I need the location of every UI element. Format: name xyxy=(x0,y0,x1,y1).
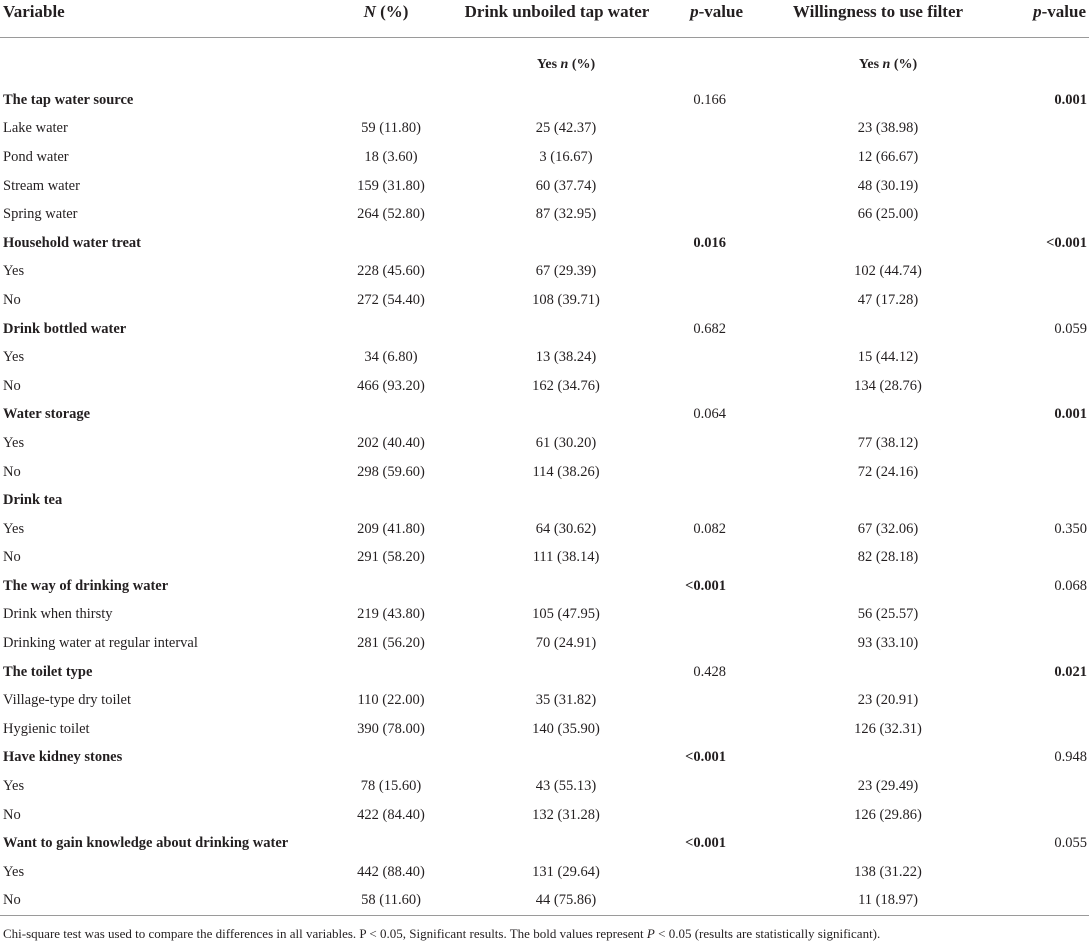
table-row xyxy=(0,887,1089,916)
p-value-drink-cell xyxy=(660,486,746,515)
group-label: The way of drinking water xyxy=(3,577,169,594)
p-value-drink-cell xyxy=(660,601,746,630)
willingness-cell: 134 (28.76) xyxy=(854,377,922,394)
p-value-filter-cell: 0.001 xyxy=(1054,91,1087,108)
p-value-filter-cell xyxy=(1010,172,1089,201)
row-label: No xyxy=(3,549,21,566)
p-value-filter-cell xyxy=(1010,601,1089,630)
p-value-drink-cell: 0.064 xyxy=(693,406,726,423)
willingness-cell: 138 (31.22) xyxy=(854,863,922,880)
drink-unboiled-cell: 64 (30.62) xyxy=(535,520,597,537)
row-label: Yes xyxy=(3,863,25,880)
table-row xyxy=(0,258,1089,287)
row-label: Hygienic toilet xyxy=(3,720,90,737)
table-row xyxy=(0,286,1089,315)
subheader-will-yes: Yes n (%) xyxy=(858,57,918,73)
willingness-cell: 12 (66.67) xyxy=(857,148,919,165)
p-value-filter-cell xyxy=(1010,458,1089,487)
n-percent-cell: 209 (41.80) xyxy=(357,520,425,537)
n-percent-cell: 219 (43.80) xyxy=(357,606,425,623)
p-value-filter-cell: 0.055 xyxy=(1054,835,1087,852)
n-percent-cell: 281 (56.20) xyxy=(357,635,425,652)
p-value-drink-cell xyxy=(660,801,746,830)
p-value-filter-cell xyxy=(1010,544,1089,573)
n-percent-cell xyxy=(318,829,454,858)
drink-unboiled-cell: 60 (37.74) xyxy=(535,177,597,194)
drink-unboiled-cell: 13 (38.24) xyxy=(535,349,597,366)
drink-unboiled-cell: 162 (34.76) xyxy=(532,377,600,394)
drink-unboiled-cell: 111 (38.14) xyxy=(532,549,600,566)
p-value-drink-cell xyxy=(660,343,746,372)
table-row xyxy=(0,801,1089,830)
group-label: Want to gain knowledge about drinking water xyxy=(3,835,289,852)
n-percent-cell: 466 (93.20) xyxy=(357,377,425,394)
table-footnote: Chi-square test was used to compare the differences in all variables. P < 0.05, Significant results. The bold values represent P < 0.05 (results are statistically significant). xyxy=(3,926,881,941)
p-value-filter-cell: <0.001 xyxy=(1046,234,1087,251)
drink-unboiled-cell: 35 (31.82) xyxy=(535,692,597,709)
willingness-cell: 48 (30.19) xyxy=(857,177,919,194)
willingness-cell: 11 (18.97) xyxy=(746,887,1010,916)
n-percent-cell xyxy=(318,572,454,601)
table-row xyxy=(0,343,1089,372)
n-percent-cell: 228 (45.60) xyxy=(357,263,425,280)
group-row xyxy=(0,229,1089,258)
willingness-cell xyxy=(746,86,1010,115)
willingness-cell: 72 (24.16) xyxy=(857,463,919,480)
willingness-cell: 23 (20.91) xyxy=(857,692,919,709)
p-value-filter-cell xyxy=(1010,372,1089,401)
n-percent-cell: 110 (22.00) xyxy=(357,692,425,709)
group-row xyxy=(0,572,1089,601)
group-row xyxy=(0,486,1089,515)
n-percent-cell: 18 (3.60) xyxy=(364,148,418,165)
p-value-drink-cell xyxy=(660,429,746,458)
willingness-cell xyxy=(746,744,1010,773)
drink-unboiled-cell: 44 (75.86) xyxy=(454,887,660,916)
p-value-drink-cell xyxy=(660,715,746,744)
table-row xyxy=(0,629,1089,658)
table-row xyxy=(0,429,1089,458)
n-percent-cell xyxy=(318,86,454,115)
p-value-filter-cell xyxy=(1010,629,1089,658)
p-value-drink-cell xyxy=(660,200,746,229)
drink-unboiled-cell xyxy=(454,401,660,430)
p-value-filter-cell xyxy=(1010,715,1089,744)
group-row xyxy=(0,86,1089,115)
drink-unboiled-cell: 105 (47.95) xyxy=(532,606,600,623)
n-percent-cell: 422 (84.40) xyxy=(357,806,425,823)
row-label: No xyxy=(3,291,21,308)
header-n: N (%) xyxy=(318,0,454,37)
p-value-filter-cell xyxy=(1010,686,1089,715)
subheader-row xyxy=(0,37,1089,86)
row-label: Yes xyxy=(3,520,25,537)
group-label: The tap water source xyxy=(3,91,134,108)
willingness-cell xyxy=(746,401,1010,430)
table-row xyxy=(0,458,1089,487)
header-p-value-2: p-value xyxy=(1010,0,1089,37)
p-value-drink-cell: 0.428 xyxy=(693,663,726,680)
willingness-cell: 66 (25.00) xyxy=(857,206,919,223)
table-row xyxy=(0,544,1089,573)
group-label: Household water treat xyxy=(3,234,142,251)
p-value-drink-cell xyxy=(660,544,746,573)
willingness-cell xyxy=(746,572,1010,601)
row-label: Yes xyxy=(3,263,25,280)
willingness-cell: 102 (44.74) xyxy=(854,263,922,280)
p-value-drink-cell xyxy=(660,629,746,658)
table-row xyxy=(0,172,1089,201)
group-row xyxy=(0,401,1089,430)
header-p-value-1: p-value xyxy=(660,0,746,37)
row-label: No xyxy=(3,806,21,823)
table-row xyxy=(0,858,1089,887)
willingness-cell: 126 (32.31) xyxy=(854,720,922,737)
p-value-filter-cell xyxy=(1010,143,1089,172)
p-value-filter-cell xyxy=(1010,258,1089,287)
p-value-drink-cell xyxy=(660,286,746,315)
subheader-drink-yes: Yes n (%) xyxy=(536,57,596,73)
p-value-filter-cell xyxy=(1010,486,1089,515)
p-value-filter-cell: 0.350 xyxy=(1054,520,1087,537)
p-value-drink-cell xyxy=(660,115,746,144)
p-value-drink-cell xyxy=(660,458,746,487)
n-percent-cell xyxy=(318,315,454,344)
group-label: Water storage xyxy=(3,406,91,423)
row-label: No xyxy=(3,463,21,480)
p-value-filter-cell xyxy=(1010,887,1089,916)
table-row xyxy=(0,200,1089,229)
table-row xyxy=(0,115,1089,144)
group-row xyxy=(0,829,1089,858)
drink-unboiled-cell: 140 (35.90) xyxy=(532,720,600,737)
group-label: Drink bottled water xyxy=(3,320,127,337)
p-value-drink-cell xyxy=(660,143,746,172)
p-value-drink-cell xyxy=(660,858,746,887)
willingness-cell xyxy=(746,829,1010,858)
row-label: No xyxy=(0,887,318,916)
willingness-cell: 23 (38.98) xyxy=(857,120,919,137)
row-label: Yes xyxy=(3,778,25,795)
willingness-cell xyxy=(746,315,1010,344)
drink-unboiled-cell xyxy=(454,744,660,773)
header-variable: Variable xyxy=(0,0,318,37)
drink-unboiled-cell: 67 (29.39) xyxy=(535,263,597,280)
row-label: No xyxy=(3,377,21,394)
drink-unboiled-cell xyxy=(454,229,660,258)
drink-unboiled-cell: 3 (16.67) xyxy=(539,148,593,165)
drink-unboiled-cell: 108 (39.71) xyxy=(532,291,600,308)
table-row xyxy=(0,715,1089,744)
p-value-filter-cell xyxy=(1010,200,1089,229)
n-percent-cell xyxy=(318,401,454,430)
table-row xyxy=(0,515,1089,544)
n-percent-cell xyxy=(318,486,454,515)
p-value-filter-cell xyxy=(1010,343,1089,372)
drink-unboiled-cell xyxy=(454,572,660,601)
willingness-cell: 23 (29.49) xyxy=(857,778,919,795)
n-percent-cell: 264 (52.80) xyxy=(357,206,425,223)
drink-unboiled-cell xyxy=(454,486,660,515)
willingness-cell xyxy=(746,229,1010,258)
p-value-drink-cell xyxy=(660,258,746,287)
p-value-filter-cell: 0.948 xyxy=(1054,749,1087,766)
drink-unboiled-cell: 114 (38.26) xyxy=(532,463,600,480)
row-label: Village-type dry toilet xyxy=(3,692,131,709)
willingness-cell: 15 (44.12) xyxy=(857,349,919,366)
p-value-filter-cell xyxy=(1010,115,1089,144)
header-willingness: Willingness to use filter xyxy=(746,0,1010,37)
drink-unboiled-cell: 132 (31.28) xyxy=(532,806,600,823)
row-label: Lake water xyxy=(3,120,68,137)
p-value-filter-cell xyxy=(1010,286,1089,315)
p-value-filter-cell: 0.021 xyxy=(1054,663,1087,680)
drink-unboiled-cell: 61 (30.20) xyxy=(535,434,597,451)
row-label: Yes xyxy=(3,434,25,451)
n-percent-cell: 78 (15.60) xyxy=(360,778,422,795)
p-value-filter-cell xyxy=(1010,429,1089,458)
n-percent-cell: 272 (54.40) xyxy=(357,291,425,308)
p-value-filter-cell xyxy=(1010,772,1089,801)
drink-unboiled-cell xyxy=(454,658,660,687)
table-row xyxy=(0,772,1089,801)
drink-unboiled-cell: 43 (55.13) xyxy=(535,778,597,795)
table-row xyxy=(0,372,1089,401)
p-value-drink-cell: <0.001 xyxy=(685,749,726,766)
willingness-cell: 82 (28.18) xyxy=(857,549,919,566)
n-percent-cell: 442 (88.40) xyxy=(357,863,425,880)
drink-unboiled-cell: 87 (32.95) xyxy=(535,206,597,223)
p-value-filter-cell: 0.059 xyxy=(1054,320,1087,337)
n-percent-cell: 34 (6.80) xyxy=(364,349,418,366)
n-percent-cell: 159 (31.80) xyxy=(357,177,425,194)
table-header xyxy=(0,0,1089,37)
n-percent-cell xyxy=(318,658,454,687)
n-percent-cell: 59 (11.80) xyxy=(361,120,421,137)
willingness-cell: 77 (38.12) xyxy=(857,434,919,451)
row-label: Yes xyxy=(3,349,25,366)
p-value-filter-cell: 0.068 xyxy=(1054,577,1087,594)
p-value-filter-cell: 0.001 xyxy=(1054,406,1087,423)
group-label: Have kidney stones xyxy=(3,749,123,766)
row-label: Stream water xyxy=(3,177,80,194)
p-value-drink-cell: 0.016 xyxy=(693,234,726,251)
table-row xyxy=(0,143,1089,172)
group-row xyxy=(0,744,1089,773)
p-value-drink-cell xyxy=(660,686,746,715)
drink-unboiled-cell: 131 (29.64) xyxy=(532,863,600,880)
willingness-cell xyxy=(746,658,1010,687)
table-body xyxy=(0,37,1089,915)
n-percent-cell: 58 (11.60) xyxy=(318,887,454,916)
p-value-filter-cell xyxy=(1010,858,1089,887)
group-row xyxy=(0,315,1089,344)
willingness-cell: 47 (17.28) xyxy=(857,291,919,308)
row-label: Drinking water at regular interval xyxy=(3,635,198,652)
n-percent-cell: 298 (59.60) xyxy=(357,463,425,480)
n-percent-cell: 390 (78.00) xyxy=(357,720,425,737)
willingness-cell: 126 (29.86) xyxy=(854,806,922,823)
n-percent-cell xyxy=(318,229,454,258)
willingness-cell: 67 (32.06) xyxy=(857,520,919,537)
willingness-cell: 56 (25.57) xyxy=(857,606,919,623)
drink-unboiled-cell xyxy=(454,315,660,344)
row-label: Pond water xyxy=(3,148,69,165)
row-label: Drink when thirsty xyxy=(3,606,113,623)
drink-unboiled-cell xyxy=(454,86,660,115)
p-value-filter-cell xyxy=(1010,801,1089,830)
p-value-drink-cell: <0.001 xyxy=(685,577,726,594)
p-value-drink-cell xyxy=(660,372,746,401)
group-label: Drink tea xyxy=(3,492,63,509)
group-row xyxy=(0,658,1089,687)
p-value-drink-cell: 0.682 xyxy=(693,320,726,337)
n-percent-cell: 202 (40.40) xyxy=(357,434,425,451)
n-percent-cell xyxy=(318,744,454,773)
n-percent-cell: 291 (58.20) xyxy=(357,549,425,566)
p-value-drink-cell xyxy=(660,172,746,201)
drink-unboiled-cell xyxy=(454,829,660,858)
header-drink-unboiled: Drink unboiled tap water xyxy=(454,0,660,37)
p-value-drink-cell: 0.082 xyxy=(693,520,726,537)
table-row xyxy=(0,601,1089,630)
group-label: The toilet type xyxy=(3,663,93,680)
p-value-drink-cell: <0.001 xyxy=(685,835,726,852)
willingness-cell xyxy=(746,486,1010,515)
drink-unboiled-cell: 70 (24.91) xyxy=(535,635,597,652)
p-value-drink-cell xyxy=(660,887,746,916)
drink-unboiled-cell: 25 (42.37) xyxy=(535,120,597,137)
row-label: Spring water xyxy=(3,206,78,223)
p-value-drink-cell: 0.166 xyxy=(693,91,726,108)
willingness-cell: 93 (33.10) xyxy=(857,635,919,652)
table-row xyxy=(0,686,1089,715)
p-value-drink-cell xyxy=(660,772,746,801)
